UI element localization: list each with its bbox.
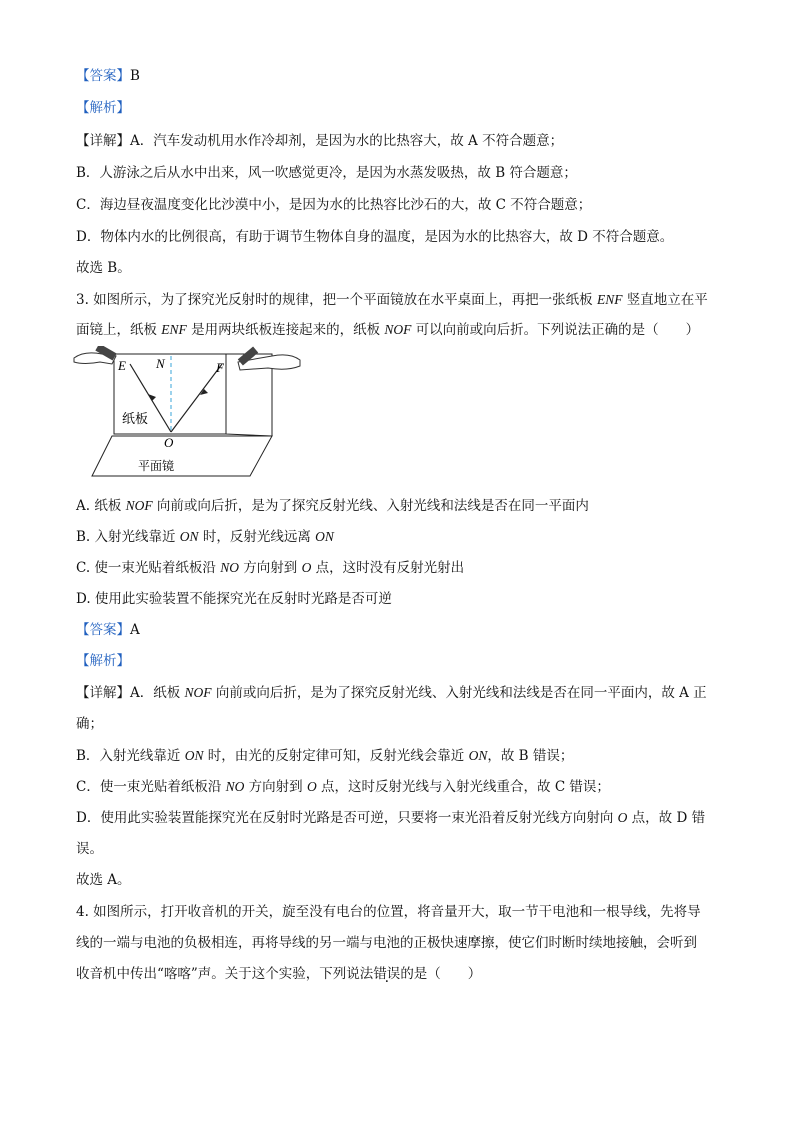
q3-stem2-c: 是用两块纸板连接起来的，纸板 — [186, 322, 385, 338]
q3-stem2-d: NOF — [384, 322, 412, 337]
q3-e2-d: ON — [468, 748, 488, 763]
q3-optC-d: O — [301, 560, 312, 575]
answer-tag: 【答案】 — [76, 68, 130, 84]
q3-detail-d-cont: 误。 — [76, 841, 103, 857]
q4-stem-line1: 4. 如图所示，打开收音机的开关，旋至没有电台的位置，将音量开大，取一节干电池和一根导线，先将导 — [76, 904, 701, 920]
q3-optC-a: C. 使一束光贴着纸板沿 — [76, 560, 221, 576]
q3-stem2-a: 面镜上，纸板 — [76, 322, 162, 338]
q3-answer-line — [76, 620, 140, 640]
q3-e2-e: ，故 B 错误； — [487, 748, 574, 764]
q3-stem1-b: ENF — [596, 292, 623, 307]
q3-optC-c: 方向射到 — [239, 560, 302, 576]
q3-optB-d: ON — [315, 529, 334, 544]
label-mirror: 平面镜 — [138, 459, 175, 473]
q3-e2-b: ON — [184, 748, 204, 763]
q3-stem-line2 — [76, 320, 699, 340]
q3-e2-c: 时，由光的反射定律可知，反射光线会靠近 — [203, 748, 469, 764]
q3-e3-a: C．使一束光贴着纸板沿 — [76, 779, 226, 795]
detail-tag: 【详解】 — [76, 133, 130, 149]
q3-e3-b: NO — [225, 779, 245, 794]
q3-stem-line1 — [76, 290, 708, 310]
q3-e1-a: A．纸板 — [130, 685, 185, 701]
q3-optB-b: ON — [179, 529, 199, 544]
q4-stem-line3 — [76, 964, 481, 984]
q2-detail-a-text: A．汽车发动机用水作冷却剂，是因为水的比热容大，故 A 不符合题意； — [130, 133, 564, 149]
q3-e4-b: O — [617, 810, 628, 825]
q3-detail-d — [76, 808, 705, 828]
q2-detail-d: D．物体内水的比例很高，有助于调节生物体自身的温度，是因为水的比热容大，故 D 不符合题意。 — [76, 229, 674, 245]
q3-option-d: D. 使用此实验装置不能探究光在反射时光路是否可逆 — [76, 591, 392, 607]
analysis-tag: 【解析】 — [76, 653, 130, 669]
q3-e3-c: 方向射到 — [244, 779, 307, 795]
label-e: E — [118, 358, 126, 373]
q4-stem-line2: 线的一端与电池的负极相连，再将导线的另一端与电池的正极快速摩擦，使它们时断时续地接触，会听到 — [76, 935, 697, 951]
q3-e1-b: NOF — [184, 685, 212, 700]
analysis-tag: 【解析】 — [76, 100, 130, 116]
q3-detail-c — [76, 777, 610, 797]
q3-conclusion: 故选 A。 — [76, 872, 131, 888]
q2-detail-b: B．人游泳之后从水中出来，风一吹感觉更冷，是因为水蒸发吸热，故 B 符合题意； — [76, 165, 577, 181]
q3-optB-a: B. 入射光线靠近 — [76, 529, 180, 545]
q4-s3-c: 的是（ ） — [400, 966, 482, 982]
q3-e4-a: D．使用此实验装置能探究光在反射时光路是否可逆，只要将一束光沿着反射光线方向射向 — [76, 810, 618, 826]
q2-conclusion: 故选 B。 — [76, 260, 131, 276]
q3-stem1-c: 竖直地立在平 — [622, 292, 708, 308]
plane-mirror-shape — [92, 436, 272, 476]
reflection-experiment-figure — [72, 346, 302, 486]
q2-detail-c: C．海边昼夜温度变化比沙漠中小，是因为水的比热容比沙石的大，故 C 不符合题意； — [76, 197, 592, 213]
q3-e3-d: O — [306, 779, 317, 794]
q3-optB-c: 时，反射光线远离 — [198, 529, 316, 545]
q3-optC-b: NO — [220, 560, 239, 575]
q4-s3-a: 收音机中传出“喀喀”声。关于这个实验，下列说法 — [76, 966, 374, 982]
q3-e3-e: 点，这时反射光线与入射光线重合，故 C 错误； — [316, 779, 610, 795]
q3-optA-a: A. 纸板 — [76, 498, 126, 514]
q3-optA-b: NOF — [125, 498, 153, 513]
q2-answer-value: B — [130, 68, 140, 84]
q4-emphasized-word: 错误 — [373, 966, 401, 982]
q3-option-c — [76, 558, 464, 578]
q3-e2-a: B．入射光线靠近 — [76, 748, 185, 764]
label-f: F — [216, 360, 224, 375]
q3-detail-b — [76, 746, 573, 766]
q3-stem2-b: ENF — [161, 322, 187, 337]
q2-detail-a — [76, 131, 563, 151]
q3-detail-a — [76, 683, 707, 703]
q3-option-a — [76, 496, 589, 516]
q3-optA-c: 向前或向后折，是为了探究反射光线、入射光线和法线是否在同一平面内 — [152, 498, 589, 514]
q3-e4-c: 点，故 D 错 — [627, 810, 706, 826]
label-o: O — [164, 435, 174, 450]
q2-analysis-line — [76, 98, 130, 118]
q3-optC-e: 点，这时没有反射光射出 — [311, 560, 465, 576]
q3-e1-c: 向前或向后折，是为了探究反射光线、入射光线和法线是否在同一平面内，故 A 正 — [211, 685, 707, 701]
label-n: N — [156, 356, 165, 371]
q3-option-b — [76, 527, 334, 547]
q3-stem2-e: 可以向前或向后折。下列说法正确的是（ ） — [411, 322, 700, 338]
detail-tag: 【详解】 — [76, 685, 130, 701]
label-board: 纸板 — [122, 412, 149, 427]
q3-detail-a-cont: 确； — [76, 716, 103, 732]
q3-answer-value: A — [130, 622, 140, 638]
q2-answer-line — [76, 66, 140, 86]
q3-stem1-a: 3. 如图所示，为了探究光反射时的规律，把一个平面镜放在水平桌面上，再把一张纸板 — [76, 292, 597, 308]
q3-analysis-line — [76, 651, 130, 671]
answer-tag: 【答案】 — [76, 622, 130, 638]
